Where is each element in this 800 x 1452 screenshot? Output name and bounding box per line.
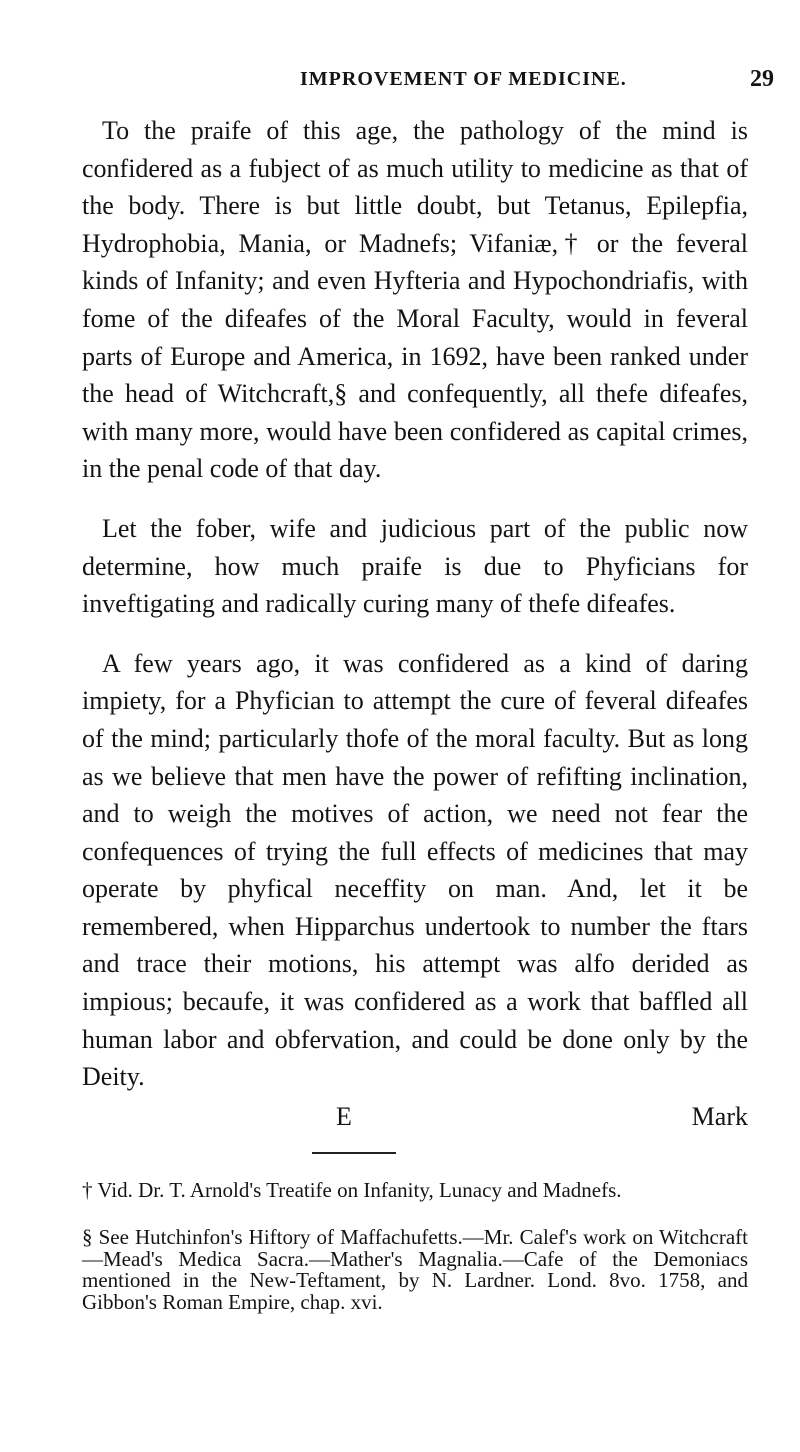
- paragraph-3: A few years ago, it was confidered as a kind of daring impiety, for a Phyfician to attempt the cure of feveral difeafes of the mind; particularly thofe of the moral faculty. But as long as we believe that men have the power of refifting inclination, and to weigh the motives of action, we need not fear the confequences of trying the full effects of medicines that may operate by phyfical neceffity on man. And, let it be remembered, when Hipparchus undertook to number the ftars and trace their motions, his attempt was alfo derided as impious; becaufe, it was confidered as a work that baffled all human labor and obfervation, and could be done only by the Deity.: [82, 648, 748, 1092]
- footnote-2: § See Hutchinfon's Hiftory of Maffachufetts.—Mr. Calef's work on Witchcraft—Mead's Medica Sacra.—Mather's Magnalia.—Cafe of the Demoniacs mentioned in the New-Teftament, by N. Lardner. Lond. 8vo. 1758, and Gibbon's Roman Empire, chap. xvi.: [82, 1225, 748, 1314]
- footnote-1: † Vid. Dr. T. Arnold's Treatife on Infanity, Lunacy and Madnefs.: [82, 1177, 622, 1202]
- paragraph-2: Let the fober, wife and judicious part of the public now determine, how much praife is due to Phyficians for inveftigating and radically curing many of thefe difeafes.: [82, 513, 748, 619]
- running-title: IMPROVEMENT OF MEDICINE.: [300, 68, 627, 90]
- page-body: [82, 112, 748, 1313]
- signature-mark: E: [336, 1101, 352, 1131]
- catchword: Mark: [691, 1101, 748, 1131]
- catchline: [82, 1102, 748, 1132]
- paragraph-1: To the praife of this age, the pathology of the mind is confidered as a fubject of as much utility to medicine as that of the body. There is but little doubt, but Tetanus, Epilepfia, Hydrophobia, Mania, or Madnefs; Vifaniæ,† or the feveral kinds of Infanity; and even Hyfteria and Hypochondriafis, with fome of the difeafes of the Moral Faculty, would in feveral parts of Europe and America, in 1692, have been ranked under the head of Witchcraft,§ and confequently, all thefe difeafes, with many more, would have been confidered as capital crimes, in the penal code of that day.: [82, 116, 748, 484]
- footnote-rule: [312, 1152, 396, 1154]
- page-number: 29: [750, 66, 774, 92]
